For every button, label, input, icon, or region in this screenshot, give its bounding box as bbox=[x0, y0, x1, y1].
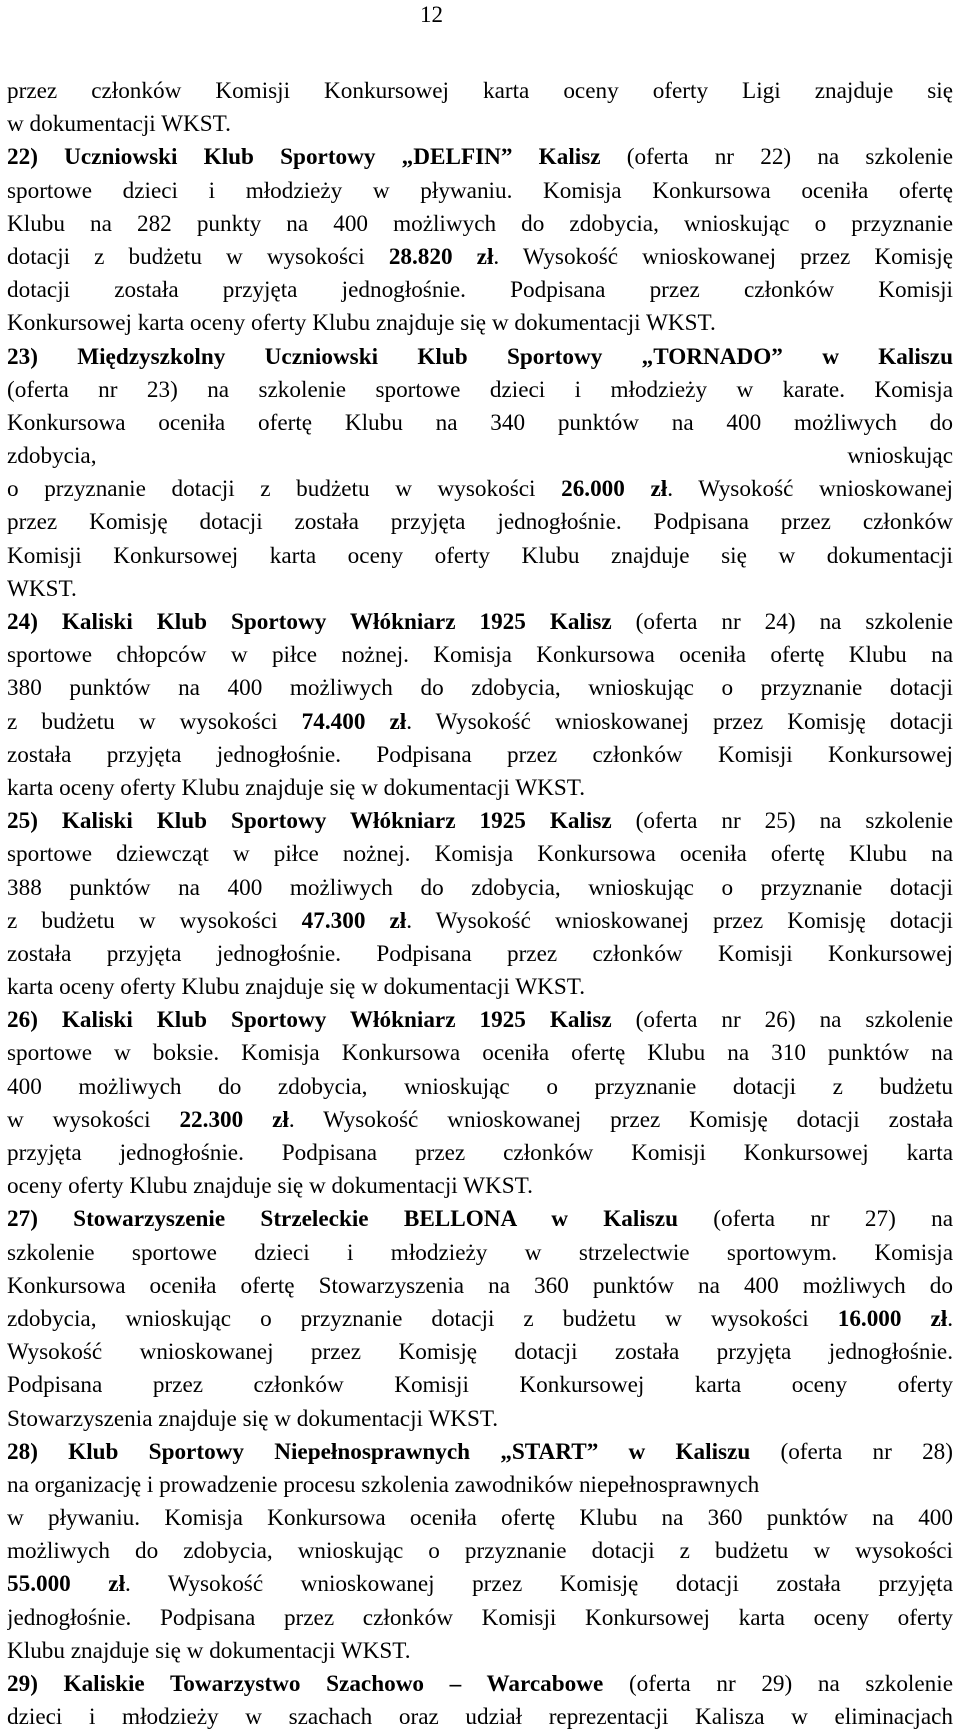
text-run: (oferta nr 23) na szkolenie sportowe dzieci i młodzieży w karate. Komisja bbox=[7, 376, 953, 403]
text-line bbox=[7, 639, 953, 672]
text-line bbox=[7, 440, 953, 473]
text-line bbox=[7, 872, 953, 905]
bold-text: 28.820 zł bbox=[388, 243, 494, 270]
text-run: dotacji z budżetu w wysokości bbox=[7, 243, 389, 270]
text-line bbox=[7, 1170, 953, 1203]
text-line bbox=[7, 540, 953, 573]
text-line bbox=[7, 208, 953, 241]
text-line bbox=[7, 341, 953, 374]
document-body bbox=[7, 75, 953, 1734]
text-run: . Wysokość wnioskowanej przez Komisję dotacji bbox=[406, 907, 953, 934]
text-run: Klubu na 282 punkty na 400 możliwych do zdobycia, wnioskując o przyznanie bbox=[7, 210, 953, 237]
text-line bbox=[7, 1701, 953, 1734]
text-line bbox=[7, 971, 953, 1004]
text-run: . Wysokość wnioskowanej przez Komisję bbox=[493, 243, 953, 270]
text-run: przyjęta jednogłośnie. Podpisana przez członków Komisji Konkursowej karta bbox=[7, 1140, 953, 1166]
text-run: Stowarzyszenia znajduje się w dokumentacji WKST. bbox=[7, 1405, 499, 1432]
bold-text: 24) Kaliski Klub Sportowy Włókniarz 1925 Kalisz bbox=[7, 609, 612, 635]
text-run: w wysokości bbox=[7, 1106, 180, 1133]
text-run: karta oceny oferty Klubu znajduje się w dokumentacji WKST. bbox=[7, 774, 586, 801]
bold-text: 29) Kaliskie Towarzystwo Szachowo – Warcabowe bbox=[7, 1671, 604, 1697]
text-line bbox=[7, 905, 953, 938]
text-line bbox=[7, 1369, 953, 1402]
text-run: zdobycia, wnioskując bbox=[7, 443, 953, 470]
text-line bbox=[7, 706, 953, 739]
text-run: (oferta nr 25) na szkolenie bbox=[611, 808, 953, 835]
text-run: Klubu znajduje się w dokumentacji WKST. bbox=[7, 1637, 411, 1664]
text-line bbox=[7, 1535, 953, 1568]
text-line bbox=[7, 108, 953, 141]
bold-text: 22) Uczniowski Klub Sportowy „DELFIN” Kalisz bbox=[7, 144, 601, 171]
bold-text: 26.000 zł bbox=[561, 476, 668, 503]
text-line bbox=[7, 1502, 953, 1535]
text-line bbox=[7, 274, 953, 307]
text-line bbox=[7, 1270, 953, 1303]
text-line bbox=[7, 1436, 953, 1469]
text-run: (oferta nr 26) na szkolenie bbox=[611, 1007, 953, 1034]
bold-text: 28) Klub Sportowy Niepełnosprawnych „START” w Kaliszu bbox=[7, 1438, 751, 1465]
text-line bbox=[7, 175, 953, 208]
text-run: o przyznanie dotacji z budżetu w wysokości bbox=[7, 476, 562, 503]
bold-text: 74.400 zł bbox=[301, 708, 407, 735]
text-line bbox=[7, 407, 953, 440]
text-run: Konkursowa oceniła ofertę Stowarzyszenia na 360 punktów na 400 możliwych do bbox=[7, 1272, 953, 1299]
text-run: 380 punktów na 400 możliwych do zdobycia, wnioskując o przyznanie dotacji bbox=[7, 675, 953, 702]
text-line bbox=[7, 1104, 953, 1137]
bold-text: 27) Stowarzyszenie Strzeleckie BELLONA w Kaliszu bbox=[7, 1206, 678, 1233]
bold-text: 16.000 zł bbox=[837, 1305, 948, 1332]
text-line bbox=[7, 374, 953, 407]
text-run: Konkursowej karta oceny oferty Klubu znajduje się w dokumentacji WKST. bbox=[7, 310, 716, 337]
text-line bbox=[7, 473, 953, 506]
text-run: w pływaniu. Komisja Konkursowa oceniła ofertę Klubu na 360 punktów na 400 bbox=[7, 1505, 953, 1532]
bold-text: 55.000 zł bbox=[7, 1571, 126, 1598]
text-line bbox=[7, 1203, 953, 1236]
text-line bbox=[7, 606, 953, 639]
text-line bbox=[7, 75, 953, 108]
text-line bbox=[7, 1071, 953, 1104]
page-number: 12 bbox=[420, 2, 443, 27]
text-run: . Wysokość wnioskowanej przez Komisję dotacji bbox=[406, 708, 953, 735]
text-run: na organizację i prowadzenie procesu szkolenia zawodników niepełnosprawnych bbox=[7, 1471, 760, 1498]
text-run: 388 punktów na 400 możliwych do zdobycia, wnioskując o przyznanie dotacji bbox=[7, 874, 953, 901]
text-run: z budżetu w wysokości bbox=[7, 907, 302, 934]
text-run: (oferta nr 22) na szkolenie bbox=[600, 144, 953, 171]
text-run: (oferta nr 27) na bbox=[677, 1206, 953, 1233]
text-run: została przyjęta jednogłośnie. Podpisana przez członków Komisji Konkursowej bbox=[7, 741, 953, 768]
text-run: . bbox=[947, 1305, 953, 1332]
text-run: 400 możliwych do zdobycia, wnioskując o przyznanie dotacji z budżetu bbox=[7, 1073, 953, 1100]
text-run: . Wysokość wnioskowanej bbox=[667, 476, 953, 503]
text-line bbox=[7, 241, 953, 274]
bold-text: 23) Międzyszkolny Uczniowski Klub Sportowy „TORNADO” w Kaliszu bbox=[7, 343, 953, 370]
text-line bbox=[7, 1137, 953, 1170]
text-line bbox=[7, 739, 953, 772]
text-run: przez Komisję dotacji została przyjęta jednogłośnie. Podpisana przez członków bbox=[7, 509, 953, 536]
text-run: Wysokość wnioskowanej przez Komisję dotacji została przyjęta jednogłośnie. bbox=[7, 1339, 953, 1366]
text-line bbox=[7, 1004, 953, 1037]
bold-text: 26) Kaliski Klub Sportowy Włókniarz 1925 Kalisz bbox=[7, 1007, 612, 1034]
text-run: z budżetu w wysokości bbox=[7, 708, 302, 735]
text-line bbox=[7, 307, 953, 340]
text-run: szkolenie sportowe dzieci i młodzieży w strzelectwie sportowym. Komisja bbox=[7, 1239, 953, 1266]
text-line bbox=[7, 938, 953, 971]
text-run: dzieci i młodzieży w szachach oraz udział reprezentacji Kalisza w eliminacjach bbox=[7, 1704, 953, 1731]
text-line bbox=[7, 1403, 953, 1436]
text-run: sportowe w boksie. Komisja Konkursowa oceniła ofertę Klubu na 310 punktów na bbox=[7, 1040, 953, 1067]
bold-text: 25) Kaliski Klub Sportowy Włókniarz 1925 Kalisz bbox=[7, 808, 612, 835]
text-run: dotacji została przyjęta jednogłośnie. Podpisana przez członków Komisji bbox=[7, 277, 953, 304]
text-line bbox=[7, 1568, 953, 1601]
text-run: możliwych do zdobycia, wnioskując o przyznanie dotacji z budżetu w wysokości bbox=[7, 1538, 953, 1565]
text-line bbox=[7, 1336, 953, 1369]
text-run: Komisji Konkursowej karta oceny oferty Klubu znajduje się w dokumentacji bbox=[7, 542, 953, 569]
text-line bbox=[7, 1602, 953, 1635]
text-line bbox=[7, 1037, 953, 1070]
text-run: . Wysokość wnioskowanej przez Komisję dotacji została przyjęta bbox=[125, 1571, 953, 1598]
text-run: . Wysokość wnioskowanej przez Komisję dotacji została bbox=[288, 1106, 953, 1133]
text-run: karta oceny oferty Klubu znajduje się w dokumentacji WKST. bbox=[7, 974, 586, 1001]
text-line bbox=[7, 1668, 953, 1701]
text-run: sportowe dzieci i młodzieży w pływaniu. Komisja Konkursowa oceniła ofertę bbox=[7, 177, 953, 204]
text-run: jednogłośnie. Podpisana przez członków Komisji Konkursowej karta oceny oferty bbox=[7, 1604, 953, 1631]
text-line bbox=[7, 573, 953, 606]
text-run: w dokumentacji WKST. bbox=[7, 111, 231, 138]
text-run: (oferta nr 28) bbox=[750, 1438, 953, 1465]
text-run: Podpisana przez członków Komisji Konkursowej karta oceny oferty bbox=[7, 1372, 953, 1399]
bold-text: 47.300 zł bbox=[301, 907, 407, 934]
text-line bbox=[7, 506, 953, 539]
bold-text: 22.300 zł bbox=[179, 1106, 289, 1133]
text-run: WKST. bbox=[7, 575, 77, 602]
text-run: oceny oferty Klubu znajduje się w dokumentacji WKST. bbox=[7, 1173, 533, 1200]
text-run: zdobycia, wnioskując o przyznanie dotacji z budżetu w wysokości bbox=[7, 1305, 838, 1332]
text-run: została przyjęta jednogłośnie. Podpisana przez członków Komisji Konkursowej bbox=[7, 940, 953, 967]
text-run: Konkursowa oceniła ofertę Klubu na 340 punktów na 400 możliwych do bbox=[7, 409, 953, 436]
text-run: (oferta nr 29) na szkolenie bbox=[603, 1671, 953, 1697]
text-line bbox=[7, 141, 953, 174]
text-line bbox=[7, 672, 953, 705]
text-line bbox=[7, 772, 953, 805]
text-run: sportowe chłopców w piłce nożnej. Komisja Konkursowa oceniła ofertę Klubu na bbox=[7, 642, 953, 669]
text-line bbox=[7, 1469, 953, 1502]
text-run: przez członków Komisji Konkursowej karta oceny oferty Ligi znajduje się bbox=[7, 78, 953, 104]
text-line bbox=[7, 1635, 953, 1668]
text-line bbox=[7, 838, 953, 871]
text-line bbox=[7, 1237, 953, 1270]
text-line bbox=[7, 805, 953, 838]
text-line bbox=[7, 1303, 953, 1336]
text-run: (oferta nr 24) na szkolenie bbox=[611, 609, 953, 635]
text-run: sportowe dziewcząt w piłce nożnej. Komisja Konkursowa oceniła ofertę Klubu na bbox=[7, 841, 953, 868]
